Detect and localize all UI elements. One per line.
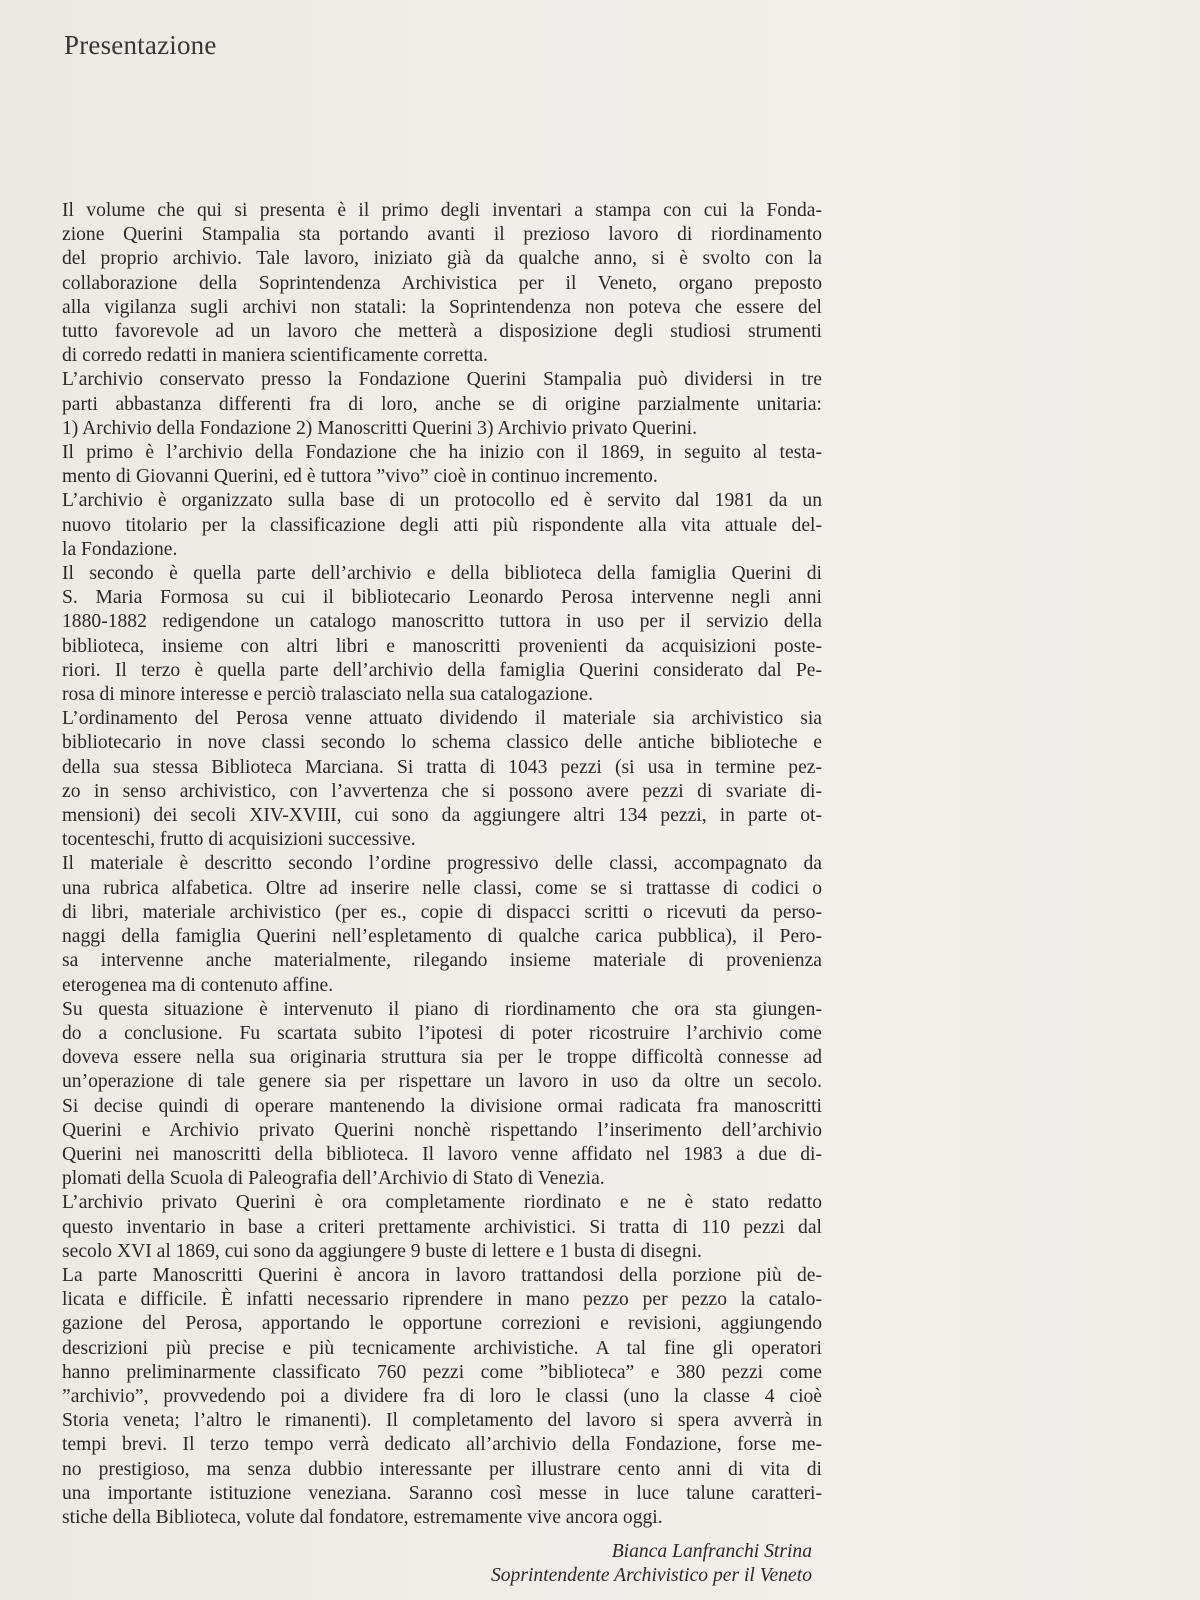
paragraph [62,1191,822,1264]
text-line: Il primo è l’archivio della Fondazione che ha inizio con il 1869, in seguito al testa- [62,442,822,464]
text-line: tocenteschi, frutto di acquisizioni successive. [62,829,416,851]
text-line: S. Maria Formosa su cui il bibliotecario Leonardo Perosa intervenne negli anni [62,587,822,609]
text-line: bibliotecario in nove classi secondo lo schema classico delle antiche biblioteche e [62,732,822,754]
text-line: riori. Il terzo è quella parte dell’archivio della famiglia Querini considerato dal Pe- [62,659,822,681]
paragraph [62,199,822,368]
signature-name: Bianca Lanfranchi Strina [611,1541,812,1562]
text-line: di libri, materiale archivistico (per es., copie di dispacci scritti o ricevuti da perso- [62,901,822,923]
text-line: parti abbastanza differenti fra di loro, anche se di origine parzialmente unitaria: [62,393,822,415]
text-line: mensioni) dei secoli XIV-XVIII, cui sono da aggiungere altri 134 pezzi, in parte ot- [62,805,822,827]
paragraph [62,562,822,707]
paragraph [62,852,822,997]
text-line: gazione del Perosa, apportando le opportune correzioni e revisioni, aggiungendo [62,1313,822,1335]
text-line: no prestigioso, ma senza dubbio interessante per illustrare cento anni di vita di [62,1458,822,1480]
signature-role: Soprintendente Archivistico per il Veneto [490,1565,812,1586]
text-line: L’archivio privato Querini è ora completamente riordinato e ne è stato redatto [62,1192,822,1214]
text-line: un’operazione di tale genere sia per rispettare un lavoro in uso da oltre un secolo. [62,1071,822,1093]
text-line: Su questa situazione è intervenuto il piano di riordinamento che ora sta giungen- [62,998,822,1020]
text-line: questo inventario in base a criteri prettamente archivistici. Si tratta di 110 pezzi dal [62,1216,822,1238]
text-line: La parte Manoscritti Querini è ancora in lavoro trattandosi della porzione più de- [62,1264,822,1286]
text-line: una rubrica alfabetica. Oltre ad inserire nelle classi, come se si trattasse di codici o [62,877,822,899]
text-line: ”archivio”, provvedendo poi a dividere fra di loro le classi (uno la classe 4 cioè [62,1385,822,1407]
paragraph [62,441,822,489]
text-line: Il secondo è quella parte dell’archivio e della biblioteca della famiglia Querini di [62,563,822,585]
page-title: Presentazione [64,30,217,60]
text-line: secolo XVI al 1869, cui sono da aggiungere 9 buste di lettere e 1 busta di disegni. [62,1240,702,1262]
text-line: tutto favorevole ad un lavoro che metterà a disposizione degli studiosi strumenti [62,321,822,343]
paragraph [62,1264,822,1530]
text-line: eterogenea ma di contenuto affine. [62,974,334,996]
text-line: L’archivio è organizzato sulla base di un protocollo ed è servito dal 1981 da un [62,490,822,512]
text-line: alla vigilanza sugli archivi non statali: la Soprintendenza non poteva che essere del [62,296,822,318]
text-line: zo in senso archivistico, con l’avvertenza che si possono avere pezzi di svariate di- [62,780,822,802]
text-line: della sua stessa Biblioteca Marciana. Si tratta di 1043 pezzi (si usa in termine pez- [62,756,822,778]
text-line: do a conclusione. Fu scartata subito l’ipotesi di poter ricostruire l’archivio come [62,1022,822,1044]
text-line: Si decise quindi di operare mantenendo la divisione ormai radicata fra manoscritti [62,1095,822,1117]
text-line: Il volume che qui si presenta è il primo degli inventari a stampa con cui la Fonda- [62,200,822,221]
text-line: mento di Giovanni Querini, ed è tuttora ”vivo” cioè in continuo incremento. [62,466,658,488]
body-text [62,199,822,1530]
text-line: Querini e Archivio privato Querini nonchè rispettando l’inserimento dell’archivio [62,1119,822,1141]
text-line: zione Querini Stampalia sta portando avanti il prezioso lavoro di riordinamento [62,224,822,246]
paragraph [62,368,822,441]
text-line: plomati della Scuola di Paleografia dell’Archivio di Stato di Venezia. [62,1168,605,1190]
text-line: L’ordinamento del Perosa venne attuato dividendo il materiale sia archivistico sia [62,708,822,730]
text-line: L’archivio conservato presso la Fondazione Querini Stampalia può dividersi in tre [62,369,822,391]
paragraph [62,707,822,852]
paragraph [62,489,822,562]
text-line: Il materiale è descritto secondo l’ordine progressivo delle classi, accompagnato da [62,853,822,875]
text-line: collaborazione della Soprintendenza Archivistica per il Veneto, organo preposto [62,272,822,294]
text-line: descrizioni più precise e più tecnicamente archivistiche. A tal fine gli operatori [62,1337,822,1359]
paragraph [62,998,822,1192]
signature-block [491,1540,812,1588]
text-line: licata e difficile. È infatti necessario riprendere in mano pezzo per pezzo la catalo- [62,1289,822,1311]
text-line: Storia veneta; l’altro le rimanenti). Il completamento del lavoro si spera avverrà in [62,1410,822,1432]
text-line: di corredo redatti in maniera scientificamente corretta. [62,345,488,367]
text-line: una importante istituzione veneziana. Saranno così messe in luce talune caratteri- [62,1482,822,1504]
text-line: hanno preliminarmente classificato 760 pezzi come ”biblioteca” e 380 pezzi come [62,1361,822,1383]
text-line: tempi brevi. Il terzo tempo verrà dedicato all’archivio della Fondazione, forse me- [62,1434,822,1456]
text-line: stiche della Biblioteca, volute dal fondatore, estremamente vive ancora oggi. [62,1506,663,1528]
text-line: nuovo titolario per la classificazione degli atti più rispondente alla vita attuale del- [62,514,822,536]
text-line: naggi della famiglia Querini nell’espletamento di qualche carica pubblica), il Pero- [62,926,822,948]
text-line: 1) Archivio della Fondazione 2) Manoscritti Querini 3) Archivio privato Querini. [62,417,698,439]
text-line: la Fondazione. [62,538,178,560]
text-line: 1880-1882 redigendone un catalogo manoscritto tuttora in uso per il servizio della [62,611,822,633]
text-line: biblioteca, insieme con altri libri e manoscritti provenienti da acquisizioni poste- [62,635,822,657]
text-line: sa intervenne anche materialmente, rilegando insieme materiale di provenienza [62,950,822,972]
text-line: del proprio archivio. Tale lavoro, iniziato già da qualche anno, si è svolto con la [62,248,822,270]
text-line: rosa di minore interesse e perciò tralasciato nella sua catalogazione. [62,684,593,706]
text-line: doveva essere nella sua originaria struttura sia per le troppe difficoltà connesse ad [62,1047,822,1069]
text-line: Querini nei manoscritti della biblioteca. Il lavoro venne affidato nel 1983 a due di- [62,1143,822,1165]
